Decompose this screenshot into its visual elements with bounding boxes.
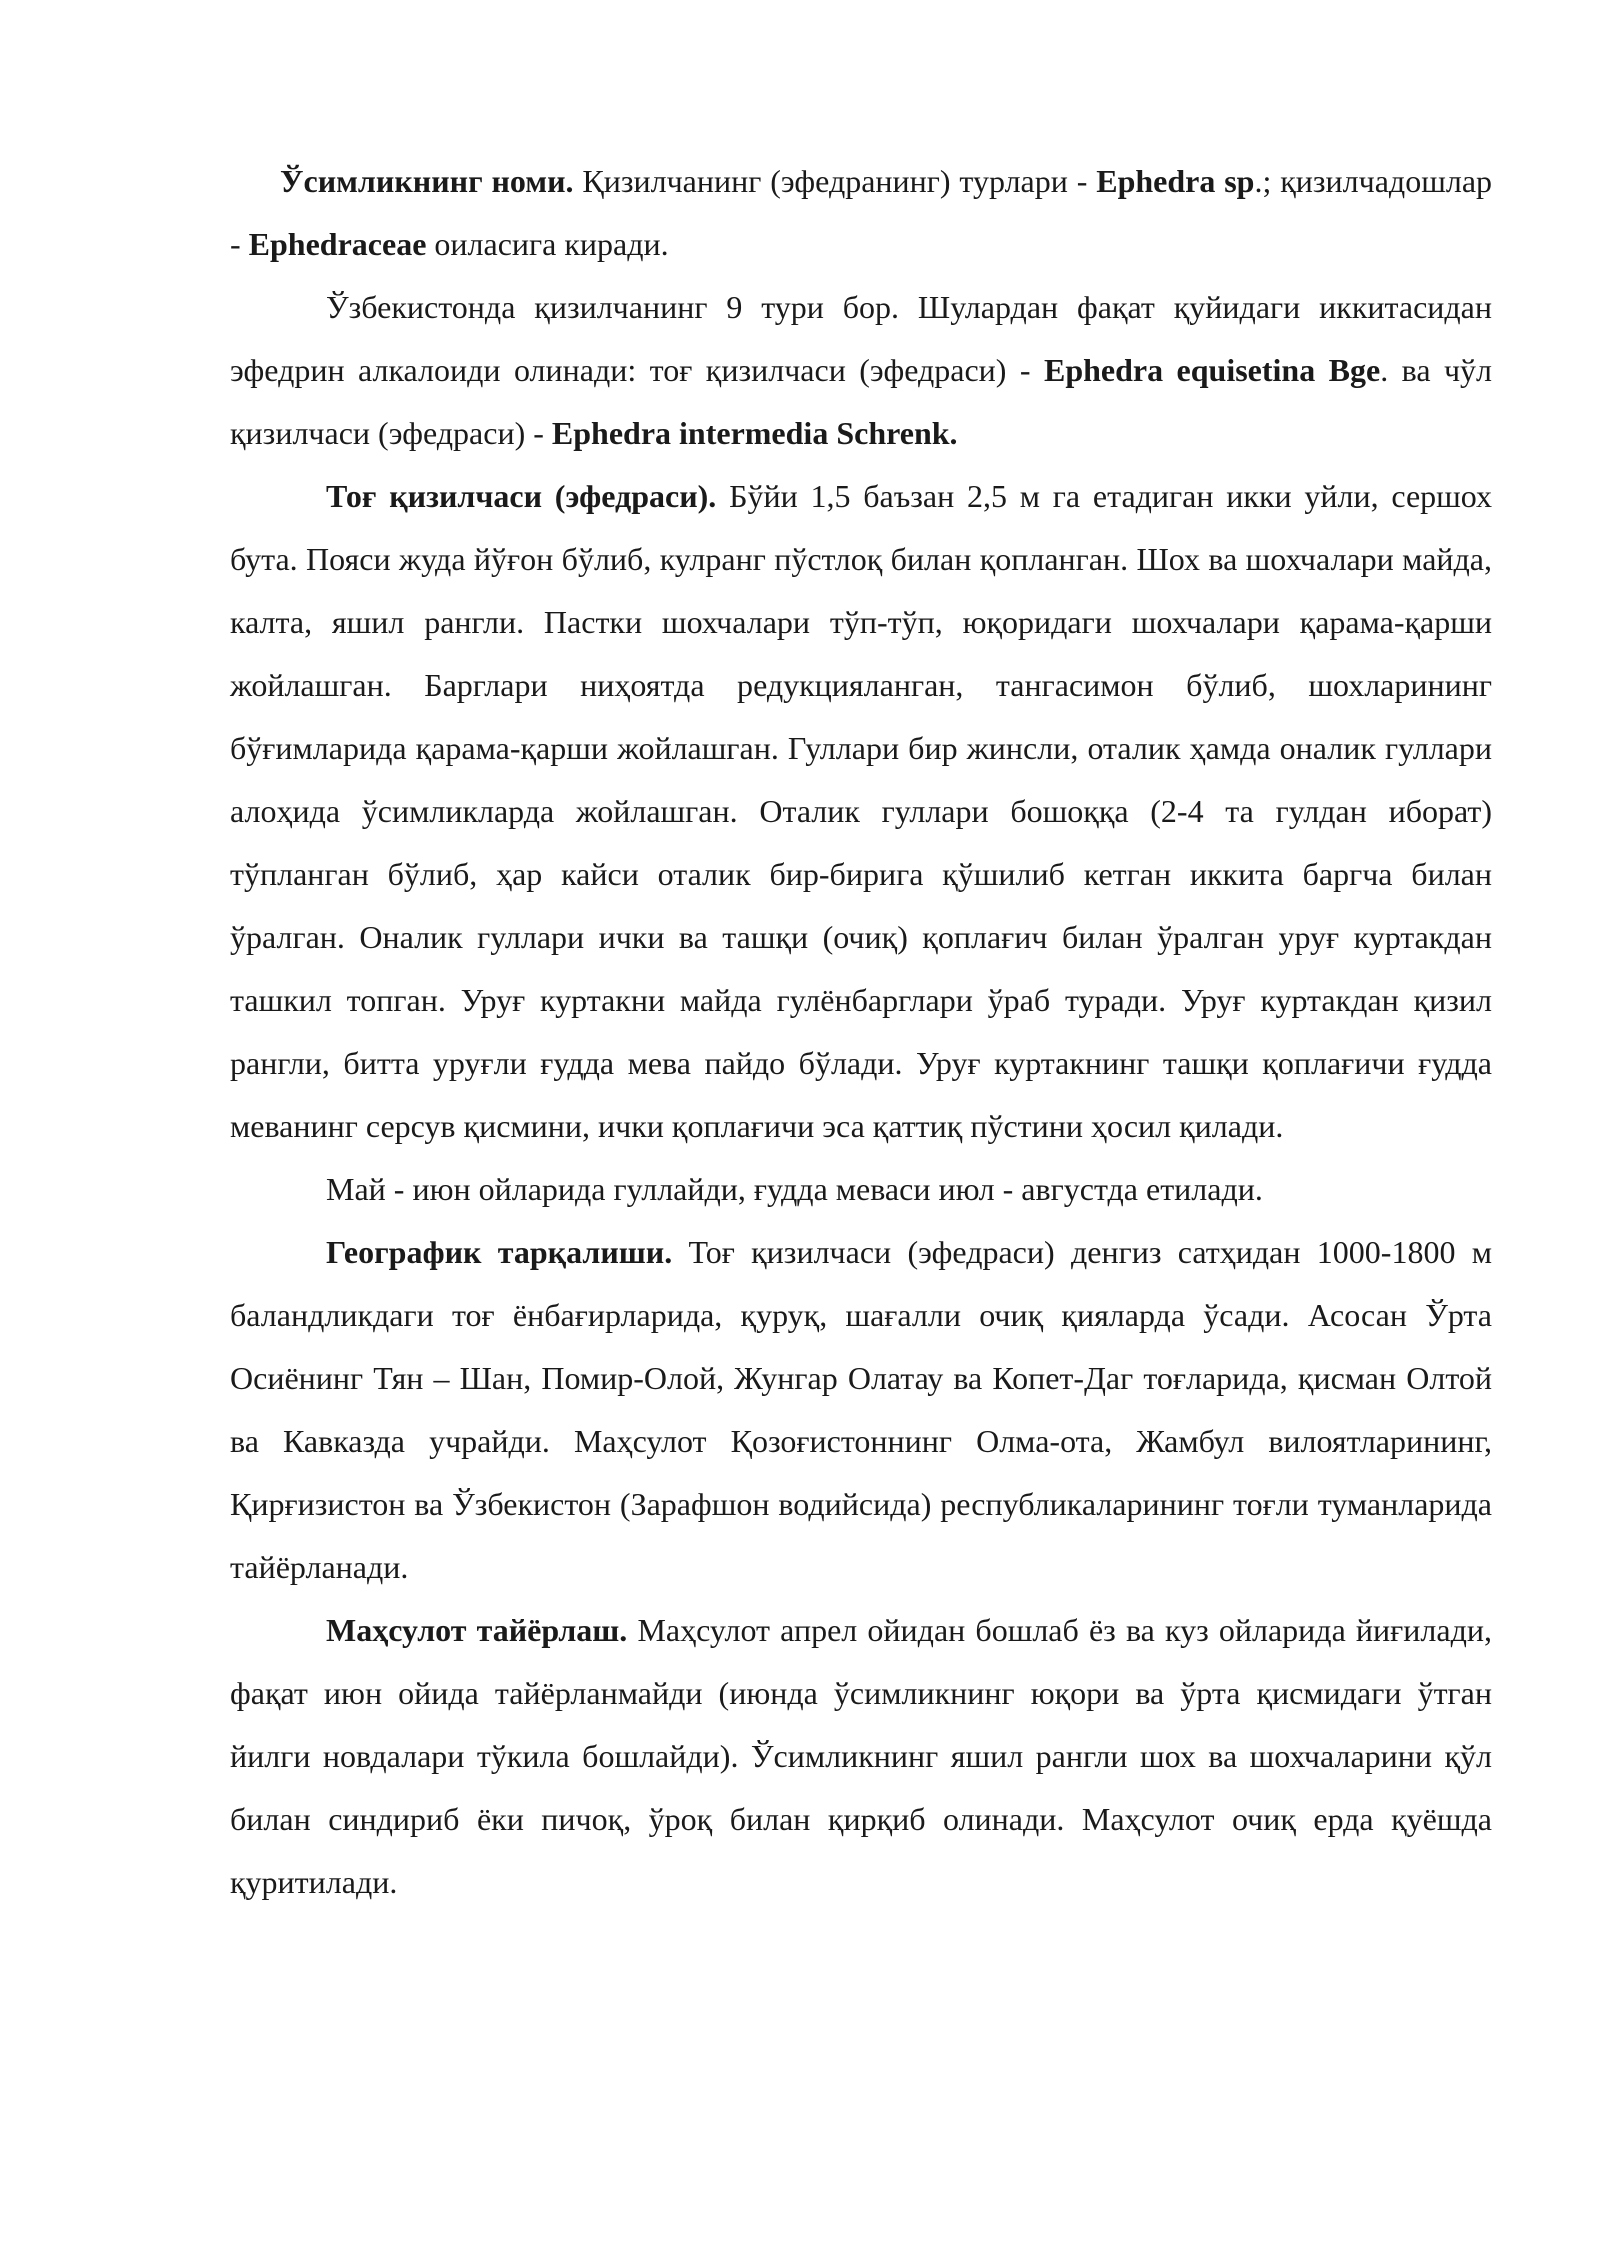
paragraph-plant-name (230, 150, 1492, 276)
paragraph-distribution (230, 1221, 1492, 1599)
heading-harvesting: Маҳсулот тайёрлаш. (326, 1612, 628, 1648)
text-span: оиласига киради. (426, 226, 669, 262)
text-span: .; қизилчадошлар - (230, 163, 1493, 262)
heading-distribution: Географик тарқалиши. (326, 1234, 673, 1270)
paragraph-description (230, 465, 1492, 1158)
text-span: Қизилчанинг (эфедранинг) турлари - (573, 163, 1097, 199)
paragraph-flowering (230, 1158, 1492, 1221)
latin-genus: Ephedra sp (1096, 163, 1255, 199)
latin-species-equisetina: Ephedra equisetina Bge (1043, 352, 1381, 388)
document-page (230, 150, 1492, 1914)
latin-family: Ephedraceae (248, 226, 427, 262)
text-span: Ўзбекистонда қизилчанинг 9 тури бор. Шулардан фақат қуйидаги иккитасидан эфедрин алкалоиди олинади: тоғ қизилчаси (эфедраси) - (230, 289, 1492, 388)
text-span: . ва чўл қизилчаси (эфедраси) - (230, 352, 1493, 451)
text-span: Маҳсулот апрел ойидан бошлаб ёз ва куз ойларида йиғилади, фақат июн ойида тайёрланмайди (июнда ўсимликнинг юқори ва ўрта қисмидаги ўтган йилги новдалари тўкила бошлайди). Ўсимликнинг яшил рангли шох ва шохчаларини қўл билан синдириб ёки пичоқ, ўроқ билан қирқиб олинади. Маҳсулот очиқ ерда қуёшда қуритилади. (230, 1612, 1493, 1900)
paragraph-harvesting (230, 1599, 1492, 1914)
text-span: Май - июн ойларида гуллайди, ғудда меваси июл - августда етилади. (326, 1171, 1263, 1207)
text-span: Бўйи 1,5 баъзан 2,5 м га етадиган икки уйли, сершох бута. Пояси жуда йўғон бўлиб, кулранг пўстлоқ билан қопланган. Шох ва шохчалари майда, калта, яшил рангли. Пастки шохчалари тўп-тўп, юқоридаги шохчалари қарама-қарши жойлашган. Барглари ниҳоятда редукцияланган, тангасимон бўлиб, шохларининг бўғимларида қарама-қарши жойлашган. Гуллари бир жинсли, оталик ҳамда оналик гуллари алоҳида ўсимликларда жойлашган. Оталик гуллари бошоққа (2-4 та гулдан иборат) тўпланган бўлиб, ҳар кайси оталик бир-бирига қўшилиб кетган иккита баргча билан ўралган. Оналик гуллари ички ва ташқи (очиқ) қоплағич билан ўралган уруғ куртакдан ташкил топган. Уруғ куртакни майда гулёнбарглари ўраб туради. Уруғ куртакдан қизил рангли, битта уруғли ғудда мева пайдо бўлади. Уруғ куртакнинг ташқи қоплағичи ғудда меванинг серсув қисмини, ички қоплағичи эса қаттиқ пўстини ҳосил қилади. (230, 478, 1493, 1144)
latin-species-intermedia: Ephedra intermedia Schrenk. (551, 415, 958, 451)
paragraph-species-uzbekistan (230, 276, 1492, 465)
text-span: Тоғ қизилчаси (эфедраси) денгиз сатҳидан 1000-1800 м баландликдаги тоғ ёнбағирларида, қуруқ, шағалли очиқ қияларда ўсади. Асосан Ўрта Осиёнинг Тян – Шан, Помир-Олой, Жунгар Олатау ва Копет-Даг тоғларида, қисман Олтой ва Кавказда учрайди. Маҳсулот Қозоғистоннинг Олма-ота, Жамбул вилоятларининг, Қирғизистон ва Ўзбекистон (Зарафшон водийсида) республикаларининг тоғли туманларида тайёрланади. (230, 1234, 1493, 1585)
heading-plant-name: Ўсимликнинг номи. (280, 163, 574, 199)
heading-mountain-ephedra: Тоғ қизилчаси (эфедраси). (326, 478, 717, 514)
